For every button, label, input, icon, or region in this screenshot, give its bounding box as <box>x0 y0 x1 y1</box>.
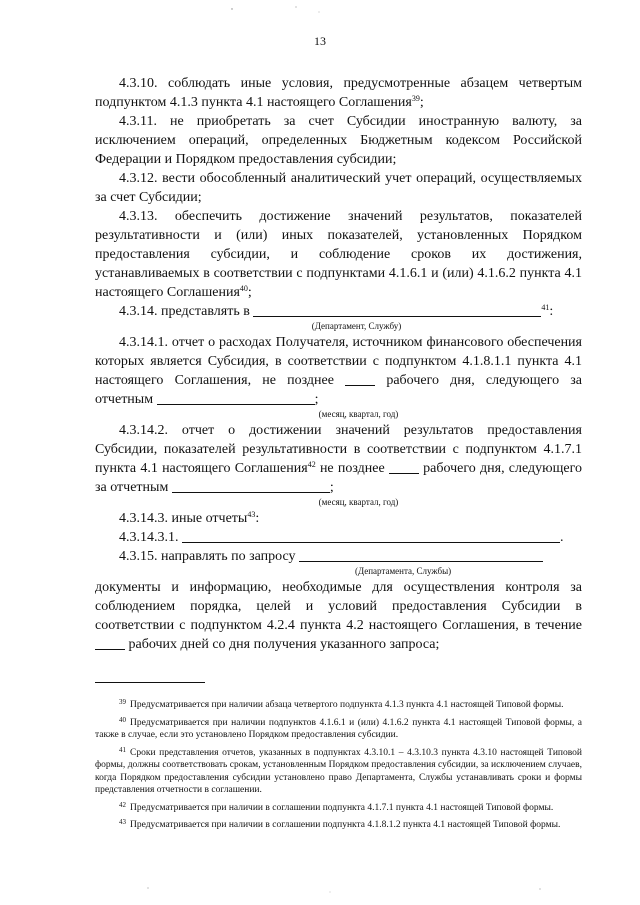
paragraph-text: 4.3.10. соблюдать иные условия, предусмотренные абзацем четвертым подпунктом 4.1.3 пункта 4.1 настоящего Соглашения <box>95 76 582 110</box>
blank-line-other-report <box>182 528 560 543</box>
document-body <box>95 74 582 654</box>
paragraph-4-3-14: 4.3.14. представлять в $^{41}$: <box>119 303 554 319</box>
blank-line-days <box>345 371 375 386</box>
blank-line-recipient <box>253 302 541 317</box>
footnote-39 <box>95 696 582 712</box>
field-hint: (Департамента, Службы) <box>355 566 452 576</box>
paragraph-4-3-10: 4.3.10. соблюдать иные условия, предусмотренные абзацем четвертым подпунктом 4.1.3 пункта 4.1 настоящего Соглашения$^{39}$; <box>95 76 582 110</box>
paragraph-text: 4.3.15. направлять по запросу <box>119 549 296 564</box>
footnote-43 <box>95 816 582 832</box>
footnote-ref: 41 <box>541 303 550 312</box>
paragraph-4-3-13: 4.3.13. обеспечить достижение значений результатов, показателей результативности и (или) иных показателей, установленных Порядком предоставления субсидии, и соблюдение сроков их достижения, устанавливаемых в соответствии с подпунктами 4.1.6.1 и (или) 4.1.6.2 пункта 4.1 настоящего Соглашения$^{40}$; <box>95 209 582 300</box>
footnote-text: Предусматривается при наличии подпунктов 4.1.6.1 и (или) 4.1.6.2 пункта 4.1 настоящей Типовой формы, а также в случае, если это установлено Порядком предоставления субсидии. <box>95 717 582 740</box>
page-number: 13 <box>314 34 326 48</box>
paragraph-text: 4.3.13. обеспечить достижение значений результатов, показателей результативности и (или) иных показателей, установленных Порядком предоставления субсидии, и соблюдение сроков их достижения, устанавливаемых в соответствии с подпунктами 4.1.6.1 и (или) 4.1.6.2 пункта 4.1 настоящего Соглашения <box>95 209 582 300</box>
footnote-41 <box>95 744 582 797</box>
paragraph-text: 4.3.14.1. отчет о расходах Получателя, источником финансового обеспечения которых является Субсидия, в соответствии с подпунктом 4.1.8.1.1 пункта 4.1 настоящего Соглашения, не позднее <box>95 335 582 388</box>
footnote-number: 39 <box>119 698 126 706</box>
footnote-ref: 42 <box>307 460 316 469</box>
paragraph-text: 4.3.14.3. иные отчеты <box>119 511 248 526</box>
footnote-separator <box>95 682 205 683</box>
blank-line-period <box>157 390 315 405</box>
field-hint: (месяц, квартал, год) <box>318 497 399 507</box>
footnote-number: 41 <box>119 745 126 754</box>
paragraph-4-3-14-3-1: 4.3.14.3.1. . <box>119 530 564 545</box>
field-hint: (месяц, квартал, год) <box>318 409 399 419</box>
footnote-number: 42 <box>119 800 126 809</box>
blank-line-requester <box>299 547 543 562</box>
footnotes <box>95 696 582 834</box>
paragraph-text: 4.3.14.3.1. <box>119 530 179 545</box>
footnote-ref: 40 <box>239 284 248 293</box>
paragraph-4-3-15 <box>95 547 582 566</box>
paragraph-4-3-12: 4.3.12. вести обособленный аналитический учет операций, осуществляемых за счет Субсидии; <box>95 171 582 205</box>
footnote-text: Предусматривается при наличии в соглашении подпункта 4.1.7.1 пункта 4.1 настоящей Типовой формы. <box>130 802 554 813</box>
paragraph-4-3-14-3: 4.3.14.3. иные отчеты$^{43}$: <box>119 510 260 526</box>
paragraph-text: 4.3.14.2. отчет о достижении значений результатов предоставления Субсидии, показателей результативности в соответствии с подпунктом 4.1.7.1 пункта 4.1 настоящего Соглашения <box>95 423 582 476</box>
footnote-ref: 43 <box>247 510 256 519</box>
blank-line-days <box>389 459 419 474</box>
blank-line-days <box>95 635 125 650</box>
footnote-number: 40 <box>119 715 126 724</box>
paragraph-continuation: документы и информацию, необходимые для осуществления контроля за соблюдением порядка, целей и условий предоставления Субсидии в соответствии с подпунктом 4.2.4 пункта 4.2 настоящего Соглашения, в течение рабочих дней со дня получения указанного запроса; <box>95 580 582 652</box>
paragraph-4-3-14-2: 4.3.14.2. отчет о достижении значений результатов предоставления Субсидии, показателей результативности в соответствии с подпунктом 4.1.7.1 пункта 4.1 настоящего Соглашения$^{42}$ не позднее рабочего дня, следующего за отчетным ; <box>95 423 582 495</box>
paragraph-4-3-11: 4.3.11. не приобретать за счет Субсидии иностранную валюту, за исключением операций, определенных Бюджетным кодексом Российской Федерации и Порядком предоставления субсидии; <box>95 114 582 167</box>
footnote-text: Предусматривается при наличии в соглашении подпункта 4.1.8.1.2 пункта 4.1 настоящей Типовой формы. <box>130 820 561 830</box>
footnote-42 <box>95 799 582 815</box>
blank-line-period <box>172 478 330 493</box>
footnote-text: Предусматривается при наличии абзаца четвертого подпункта 4.1.3 пункта 4.1 настоящей Типовой формы. <box>130 700 564 710</box>
footnote-ref: 39 <box>411 94 420 103</box>
paragraph-text: документы и информацию, необходимые для осуществления контроля за соблюдением порядка, целей и условий предоставления Субсидии в соответствии с подпунктом 4.2.4 пункта 4.2 настоящего Соглашения, в течение <box>95 580 582 633</box>
field-hint: (Департамент, Службу) <box>311 321 402 331</box>
footnote-40 <box>95 714 582 742</box>
footnote-number: 43 <box>119 818 126 826</box>
paragraph-4-3-14-1: 4.3.14.1. отчет о расходах Получателя, источником финансового обеспечения которых является Субсидия, в соответствии с подпунктом 4.1.8.1.1 пункта 4.1 настоящего Соглашения, не позднее рабочего дня, следующего за отчетным ; <box>95 335 583 407</box>
footnote-text: Сроки представления отчетов, указанных в подпунктах 4.3.10.1 – 4.3.10.3 пункта 4.3.10 настоящей Типовой формы, должны соответствовать срокам, установленным Порядком предоставления субсидии, за исключением случаев, когда Порядком предоставления субсидии установлено право Департамента, Службы устанавливать сроки и формы представления отчетности в соглашении. <box>95 747 582 795</box>
paragraph-text: 4.3.14. представлять в <box>119 304 250 319</box>
